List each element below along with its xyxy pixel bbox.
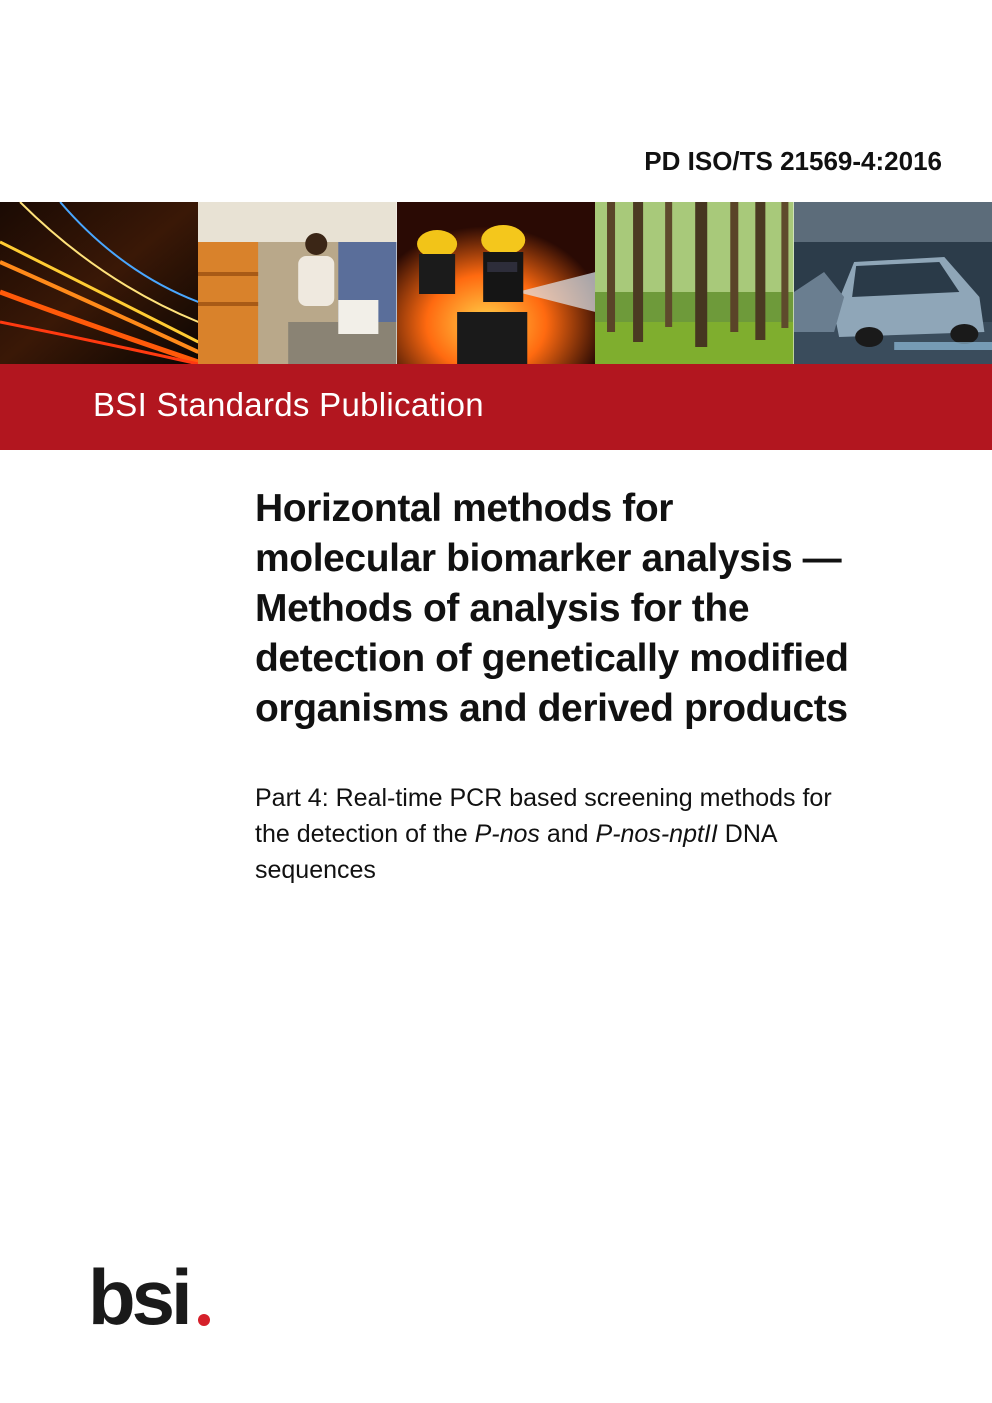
subtitle-italic-term: P-nos [474,820,540,848]
subtitle-line: sequences [255,856,376,884]
document-id: PD ISO/TS 21569-4:2016 [644,146,942,176]
subtitle-italic-term: P-nos-nptII [595,820,718,848]
title-line: Methods of analysis for the [255,587,750,630]
banner-label: BSI Standards Publication [93,386,484,423]
firefighters-photo [397,202,595,364]
subtitle-line: Part 4: Real-time PCR based screening methods for [255,784,832,812]
title-line: Horizontal methods for [255,487,674,530]
title-line: organisms and derived products [255,687,848,730]
svg-text:bsi: bsi [88,1256,189,1336]
subtitle-text: the detection of the [255,820,475,848]
bsi-logo [88,1256,218,1336]
forest-photo [595,202,793,364]
subtitle-line [255,816,935,852]
publication-banner [0,364,992,450]
document-subtitle [255,780,935,888]
warehouse-worker-photo [198,202,396,364]
subtitle-text: and [539,820,596,848]
car-factory-photo [794,202,992,364]
subtitle-text: DNA [717,820,778,848]
document-title [255,484,955,734]
photo-strip [0,202,992,364]
title-line: detection of genetically modified [255,637,849,680]
title-line: molecular biomarker analysis — [255,537,842,580]
light-trails-photo [0,202,198,364]
